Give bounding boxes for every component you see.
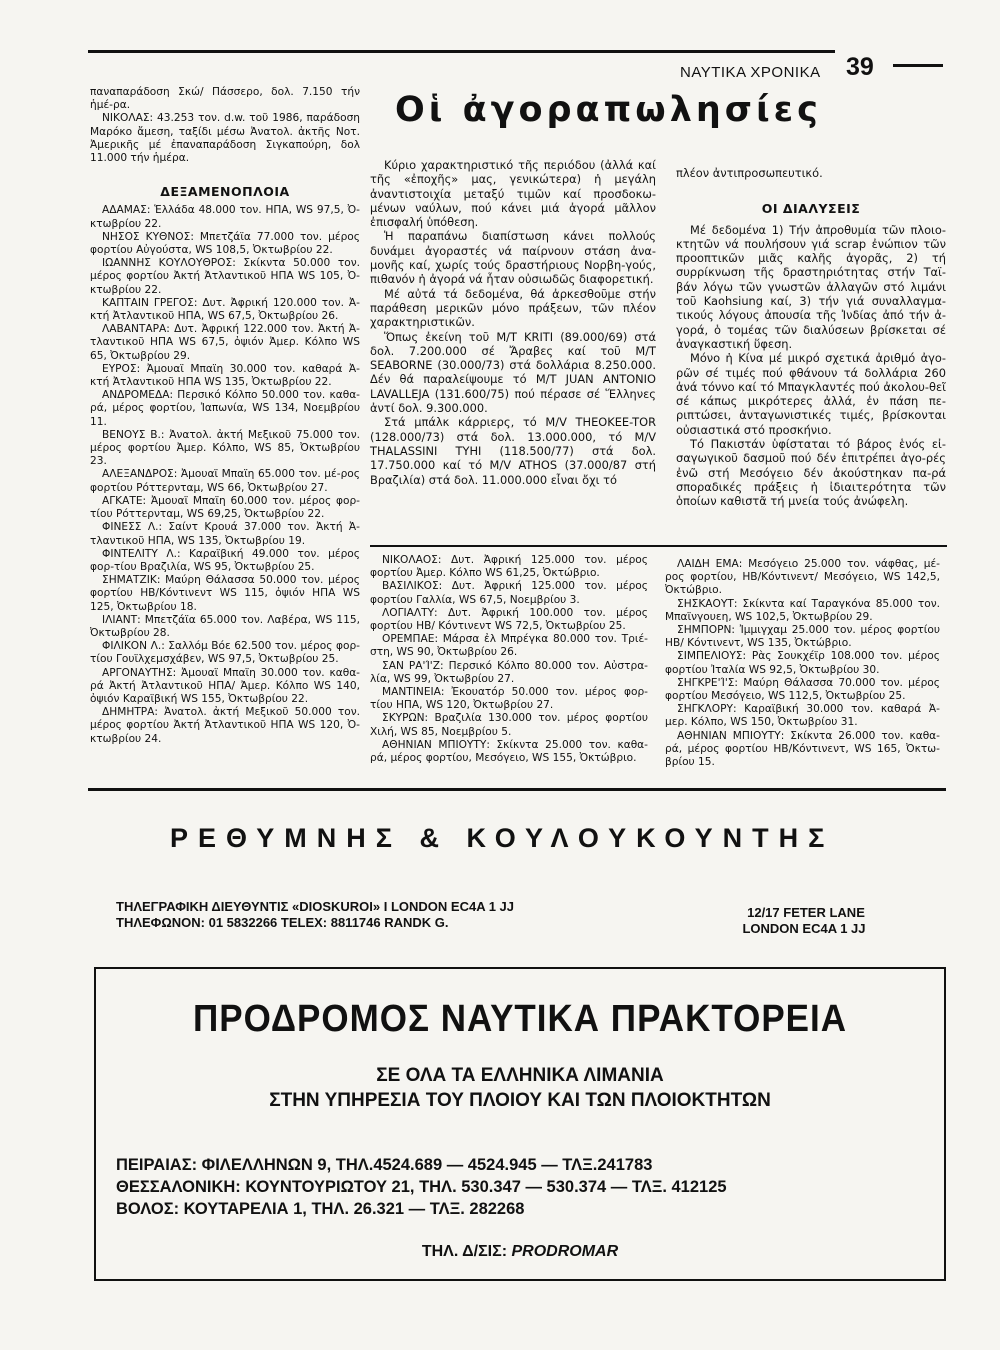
company-address-line1: 12/17 FETER LANE (747, 905, 865, 920)
left-intro-paragraph: ΝΙΚΟΛΑΣ: 43.253 τον. d.w. τοῦ 1986, παράδοση Μαρόκο ἄμεση, ταξίδι μέσω Ἀνατολ. ἀκτῆς Νοτ. Ἀμερικῆς μέ ἐπαναπαράδοση Σιγκαπούρη, δολ 11.000 τήν ἡμέρα. (90, 112, 360, 165)
left-intro-paragraph: παναπαράδοση Σκώ/ Πάσσερο, δολ. 7.150 τήν ἡμέ-ρα. (90, 86, 360, 112)
header-rule-right (893, 64, 943, 67)
tanker-entry: ΟΡΕΜΠΑΕ: Μάρσα ἐλ Μπρέγκα 80.000 τον. Τριέ-στη, WS 90, Ὀκτωβρίου 26. (370, 633, 648, 659)
prodromos-cable-label: ΤΗΛ. Δ/ΣΙΣ: (421, 1243, 508, 1260)
tanker-entry: ΒΑΣΙΛΙΚΟΣ: Δυτ. Ἀφρική 125.000 τον. μέρος φορτίου Γαλλία, WS 67,5, Νοεμβρίου 3. (370, 580, 648, 606)
tanker-entry: ΛΟΓΙΑΛΤΥ: Δυτ. Ἀφρική 100.000 τον. μέρος φορτίου ΗΒ/ Κόντινεντ WS 72,5, Ὀκτωβρίου 25. (370, 606, 648, 633)
middle-column-article (370, 158, 656, 487)
tanker-entry: ΣΗΓΚΛΟΡΥ: Καραϊβική 30.000 τον. καθαρά Ἀ-μερ. Κόλπο, WS 150, Ὀκτωβρίου 31. (665, 703, 940, 729)
tanker-entry: ΑΝΔΡΟΜΕΔΑ: Περσικό Κόλπο 50.000 τον. καθα-ρά, μέρος φορτίου, Ἰαπωνία, WS 134, Νοεμβρίου 11. (90, 389, 360, 428)
tanker-entry: ΑΘΗΝΙΑΝ ΜΠΙΟΥΤΥ: Σκίκντα 26.000 τον. καθα-ρά, μέρος φορτίου ΗΒ/Κόντινεντ, WS 165, Ὀκτω-βρίου 15. (665, 729, 940, 769)
prodromos-address-volos: ΒΟΛΟΣ: ΚΟΥΤΑΡΕΛΙΑ 1, ΤΗΛ. 26.321 — ΤΛΞ. 282268 (116, 1200, 525, 1218)
tanker-entry: ΚΑΠΤΑΙΝ ΓΡΕΓΟΣ: Δυτ. Ἀφρική 120.000 τον. Ἀ-κτή Ἀτλαντικοῦ ΗΠΑ, WS 67,5, Ὀκτωβρίου 26. (90, 296, 360, 323)
article-paragraph: Ὅπως ἐκείνη τοῦ M/T KRITI (89.000/69) στά δολ. 7.200.000 σέ Ἄραβες καί τοῦ M/T SEABORNE (30.000/73) στά δολλάρια 8.250.000. Δέν θά παραλείψουμε τό M/T JUAN ANTONIO LAVALLEJA (131.600/75) πού πέρασε σέ Ἕλληνες ἀντί δολ. 9.300.000. (370, 329, 656, 416)
section-divider (370, 545, 947, 547)
tanker-entry: ΑΔΑΜΑΣ: Ἑλλάδα 48.000 τον. ΗΠΑ, WS 97,5, Ὀ-κτωβρίου 22. (90, 204, 360, 230)
tanker-entry: ΣΗΜΑΤΖΙΚ: Μαύρη Θάλασσα 50.000 τον. μέρος φορτίου ΗΒ/Κόντινεντ WS 115, ὀψιόν ΗΠΑ WS 125, Ὀκτωβρίου 18. (90, 574, 360, 613)
header-label: ΝΑΥΤΙΚΑ ΧΡΟΝΙΚΑ (680, 64, 821, 81)
page-number: 39 (846, 53, 874, 81)
right-section-heading: ΟΙ ΔΙΑΛΥΣΕΙΣ (761, 201, 861, 217)
tanker-entry: ΑΡΓΟΝΑΥΤΗΣ: Ἀμουαϊ Μπαϊη 30.000 τον. καθα-ρά Ἀκτή Ἀτλαντικοῦ ΗΠΑ/ Ἀμερ. Κόλπο WS 140, ὀψιόν Καραϊβική WS 155, Ὀκτωβρίου 22. (90, 666, 360, 705)
tanker-entry: ΙΩΑΝΝΗΣ ΚΟΥΛΟΥΘΡΟΣ: Σκίκντα 50.000 τον. μέρος φορτίου Ἀκτή Ἀτλαντικοῦ ΗΠΑ WS 105, Ὀ-κτωβρίου 22. (90, 257, 360, 296)
left-section-heading: ΔΕΞΑΜΕΝΟΠΛΟΙΑ (160, 184, 290, 200)
tanker-entry: ΑΓΚΑΤΕ: Ἀμουαϊ Μπαϊη 60.000 τον. μέρος φορ-τίου Ρόττερνταμ, WS 69,25, Ὀκτωβρίου 22. (90, 494, 360, 521)
prodromos-cable-value: PRODROMAR (511, 1243, 619, 1260)
right-column-list (665, 558, 940, 769)
article-paragraph: Ἡ παραπάνω διαπίστωση κάνει πολλούς δυνάμει ἀγοραστές νά παίρνουν στάση ἀνα-μονῆς καί, χωρίς τούς δραστήριους Νορβη-γούς, πιθανόν ἡ ἀγορά νά ἦταν οὐσιωδῶς διαφορετική. (370, 229, 656, 287)
tanker-entry: ΣΙΜΠΕΛΙΟΥΣ: Ρὰς Σουκχέϊρ 108.000 τον. μέρος φορτίου Ἰταλία WS 92,5, Ὀκτωβρίου 30. (665, 650, 940, 676)
company-telegraph: ΤΗΛΕΓΡΑΦΙΚΗ ΔΙΕΥΘΥΝΤΙΣ «DIOSKUROI» I LONDON EC4A 1 JJ (116, 899, 515, 914)
tanker-entry: ΝΙΚΟΛΑΟΣ: Δυτ. Ἀφρική 125.000 τον. μέρος φορτίου Ἀμερ. Κόλπο WS 61,25, Ὀκτώβριο. (370, 554, 648, 580)
tanker-entry: ΝΗΣΟΣ ΚΥΘΝΟΣ: Μπετζάϊα 77.000 τον. μέρος φορτίου Αὐγούστα, WS 108,5, Ὀκτωβρίου 22. (90, 230, 360, 257)
tanker-entry: ΙΛΙΑΝΤ: Μπετζάϊα 65.000 τον. Λαβέρα, WS 115, Ὀκτωβρίου 28. (90, 613, 360, 639)
tanker-entry: ΣΚΥΡΩΝ: Βραζιλία 130.000 τον. μέρος φορτίου Χιλή, WS 85, Νοεμβρίου 5. (370, 712, 648, 738)
left-column (90, 86, 360, 746)
tanker-entry: ΑΘΗΝΙΑΝ ΜΠΙΟΥΤΥ: Σκίκντα 25.000 τον. καθα-ρά, μέρος φορτίου, Μεσόγειο, WS 155, Ὀκτώβριο. (370, 738, 648, 765)
company-address-line2: LONDON EC4A 1 JJ (742, 921, 866, 936)
tanker-entry: ΔΗΜΗΤΡΑ: Ἀνατολ. ἀκτή Μεξικοῦ 50.000 τον. μέρος φορτίου Ἀκτή Ἀτλαντικοῦ ΗΠΑ WS 120, Ὀ-κτωβρίου 24. (90, 706, 360, 745)
tanker-entry: ΣΗΓΚΡΕ'Ί'Σ: Μαύρη Θάλασσα 70.000 τον. μέρος φορτίου Μεσόγειο, WS 112,5, Ὀκτωβρίου 25. (665, 676, 940, 703)
prodromos-address-thessaloniki: ΘΕΣΣΑΛΟΝΙΚΗ: ΚΟΥΝΤΟΥΡΙΩΤΟΥ 21, ΤΗΛ. 530.347 — 530.374 — ΤΛΞ. 412125 (116, 1178, 727, 1196)
article-paragraph: Τό Πακιστάν ὑφίσταται τό βάρος ἑνός εἰ-σαγωγικοῦ δασμοῦ πού δέν ἐπιτρέπει ἀγο-ρές ἐνῶ στή Μεσόγειο δέν ἀκούστηκαν πα-ρά σποραδικές πράξεις ἡ ἰδιαιτερότητα τῶν ὁποίων καθιστᾶ τή μνεία τούς ἀνώφελη. (676, 437, 946, 509)
tanker-entry: ΣΗΣΚΑΟΥΤ: Σκίκντα καί Ταραγκόνα 85.000 τον. Μπαϊνγουεη, WS 102,5, Ὀκτωβρίου 29. (665, 597, 940, 623)
tanker-entry: ΦΙΝΤΕΛΙΤΥ Λ.: Καραϊβική 49.000 τον. μέρος φορ-τίου Βραζιλία, WS 95, Ὀκτωβρίου 25. (90, 547, 360, 573)
article-paragraph: Μέ αὐτά τά δεδομένα, θά ἀρκεσθοῦμε στήν παράθεση μερικῶν μόνο πράξεων, τῶν πλέον χαρακτηριστικῶν. (370, 286, 656, 330)
company-phones: ΤΗΛΕΦΩΝΟΝ: 01 5832266 TELEX: 8811746 RANDK G. (116, 915, 449, 930)
article-paragraph: Κύριο χαρακτηριστικό τῆς περιόδου (ἀλλά καί τῆς «ἐποχῆς» μας, γενικώτερα) ἡ μεγάλη ἀναντιστοιχία μεταξύ τιμῶν καί προσδοκω-μένων ναύλων, πού κάνει μιά ἀγορά μᾶλλον ἐπισφαλή ὑπόθεση. (370, 158, 656, 230)
tanker-entry: ΕΥΡΟΣ: Ἀμουαϊ Μπαϊη 30.000 τον. καθαρά Ἀ-κτή Ἀτλαντικοῦ ΗΠΑ WS 135, Ὀκτωβρίου 22. (90, 362, 360, 389)
article-paragraph: πλέον ἀντιπροσωπευτικό. (676, 166, 823, 180)
tanker-entry: ΦΙΝΕΣΣ Λ.: Σαίντ Κρουά 37.000 τον. Ἀκτή Ἀ-τλαντικοῦ ΗΠΑ, WS 135, Ὀκτωβρίου 19. (90, 521, 360, 547)
article-paragraph: Μόνο ἡ Κίνα μέ μικρό σχετικά ἀριθμό ἀγο-ρῶν σέ τιμές πού φθάνουν τά δολλάρια 260 ἀνά τόννο καί τό Μπαγκλαντές πού ἀκολου-θεῖ σέ κάπως μικρότερες ἀλλά, ἐν πάση πε-ριπτώσει, ἀνταγωνιστικές τιμές, βρίσκονται οὐσιαστικά στό προσκήνιο. (676, 351, 946, 437)
prodromos-ad-box (94, 967, 946, 1281)
company-name: ΡΕΘΥΜΝΗΣ & ΚΟΥΛΟΥΚΟΥΝΤΗΣ (170, 823, 835, 853)
prodromos-address-piraeus: ΠΕΙΡΑΙΑΣ: ΦΙΛΕΛΛΗΝΩΝ 9, ΤΗΛ.4524.689 — 4524.945 — ΤΛΞ.241783 (116, 1156, 653, 1174)
tanker-entry: ΜΑΝΤΙΝΕΙΑ: Ἐκουατόρ 50.000 τον. μέρος φορ-τίου ΗΠΑ, WS 120, Ὀκτωβρίου 27. (370, 686, 648, 712)
tanker-entry: ΛΑΙΔΗ ΕΜΑ: Μεσόγειο 25.000 τον. νάφθας, μέ-ρος φορτίου, ΗΒ/Κόντινεντ/ Μεσόγειο, WS 142,5, Ὀκτώβριο. (665, 558, 940, 597)
tanker-entry: ΣΗΜΠΟΡΝ: Ἰμμιγχαμ 25.000 τον. μέρος φορτίου ΗΒ/ Κόντινεντ, WS 135, Ὀκτώβριο. (665, 624, 940, 650)
prodromos-title: ΠΡΟΔΡΟΜΟΣ ΝΑΥΤΙΚΑ ΠΡΑΚΤΟΡΕΙΑ (192, 997, 848, 1040)
article-title: Οἱ ἀγοραπωλησίες (395, 90, 822, 130)
article-paragraph: Μέ δεδομένα 1) Τήν ἀπροθυμία τῶν πλοιο-κτητῶν νά πουλήσουν γιά scrap ἐνώπιον τῶν προοπτικῶν μιᾶς καλῆς ἀγορᾶς, 2) τή συρρίκνωση τῆς δραστηριότητας στήν Ταϊ-βάν λόγω τῶν γνωστῶν ἀλλαγῶν στό λιμάνι τοῦ Kaohsiung καί, 3) τήν γιά συναλλαγμα-τικούς λόγους ἀπουσία τῆς Ἰνδίας ἀπό τήν ἀ-γορά, ὁ τομέας τῶν διαλύσεων βρίσκεται σέ ἀναγκαστική ὕφεση. (676, 222, 946, 351)
tanker-entry: ΒΕΝΟΥΣ Β.: Ἀνατολ. ἀκτή Μεξικοῦ 75.000 τον. μέρος φορτίου Ἀμερ. Κόλπο, WS 85, Ὀκτωβρίου 23. (90, 428, 360, 468)
tanker-entry: ΛΑΒΑΝΤΑΡΑ: Δυτ. Ἀφρική 122.000 τον. Ἀκτή Ἀ-τλαντικοῦ ΗΠΑ WS 67,5, ὀψιόν Ἀμερ. Κόλπο WS 65, Ὀκτωβρίου 29. (90, 323, 360, 362)
ad-top-rule (88, 788, 946, 791)
middle-column-list (370, 554, 648, 765)
prodromos-subtitle-2: ΣΤΗΝ ΥΠΗΡΕΣΙΑ ΤΟΥ ΠΛΟΙΟΥ ΚΑΙ ΤΩΝ ΠΛΟΙΟΚΤΗΤΩΝ (269, 1090, 771, 1111)
right-column-article (676, 166, 946, 509)
tanker-entry: ΦΙΛΙΚΟΝ Λ.: Σαλλόμ Βόε 62.500 τον. μέρος φορ-τίου Γουϊλχεμσχάβεν, WS 97,5, Ὀκτωβρίου 25. (90, 640, 360, 666)
tanker-entry: ΣΑΝ ΡΑ'Ί'Ζ: Περσικό Κόλπο 80.000 τον. Αὐστρα-λία, WS 99, Ὀκτωβρίου 27. (370, 659, 648, 685)
article-paragraph: Στά μπάλκ κάρριερς, τό M/V THEOKEE-TOR (128.000/73) στά δολ. 13.000.000, τό M/V THALASSINI TYHI (118.500/77) στά δολ. 17.750.000 καί τό M/V ATHOS (37.000/87 στή Βραζιλία) στά δολ. 11.000.000 εἶναι ὄχι τό (370, 415, 656, 487)
prodromos-cable (96, 1243, 944, 1261)
header-rule-left (88, 50, 835, 53)
tanker-entry: ΑΛΕΞΑΝΔΡΟΣ: Ἀμουαϊ Μπαϊη 65.000 τον. μέ-ρος φορτίου Ρόττερνταμ, WS 66, Ὀκτωβρίου 27. (90, 468, 360, 494)
prodromos-subtitle-1: ΣΕ ΟΛΑ ΤΑ ΕΛΛΗΝΙΚΑ ΛΙΜΑΝΙΑ (376, 1065, 664, 1086)
